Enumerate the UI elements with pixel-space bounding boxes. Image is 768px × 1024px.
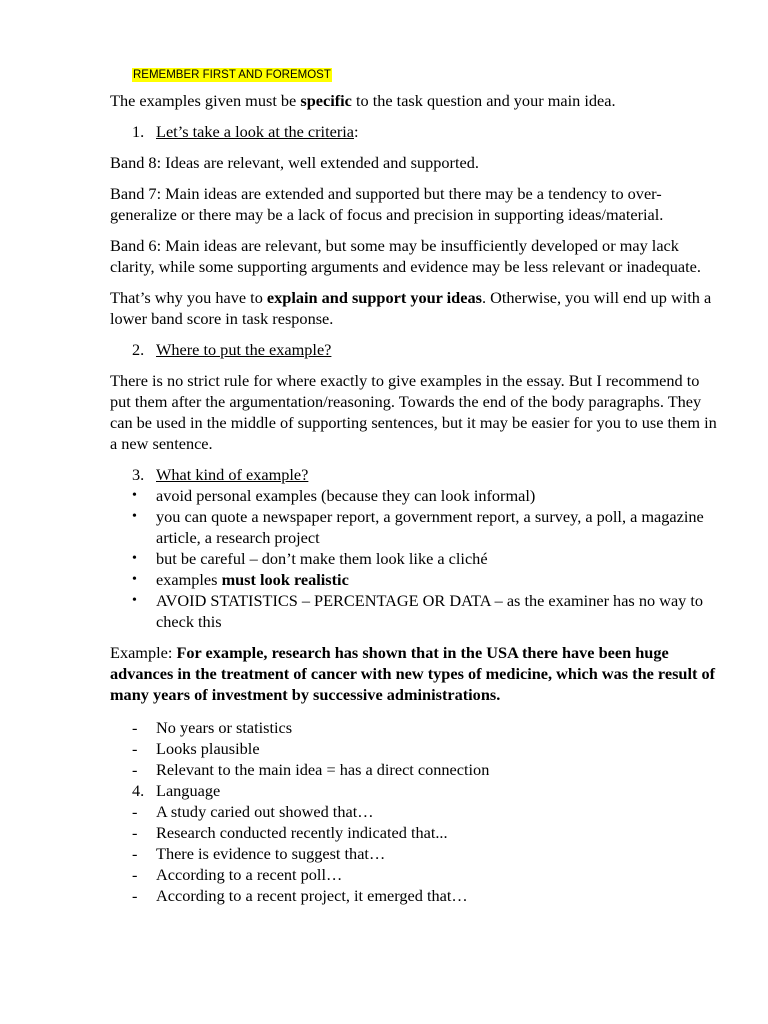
intro-text: The examples given must be [110, 91, 301, 110]
bullet-text: but be careful – don’t make them look like a cliché [156, 549, 488, 568]
bullet-text: examples [156, 570, 222, 589]
example-label: Example: [110, 643, 177, 662]
bullet-text: AVOID STATISTICS – PERCENTAGE OR DATA – as the examiner has no way to check this [156, 591, 704, 631]
bullet-item [110, 590, 718, 632]
dash-marker: - [132, 865, 138, 884]
section-colon: : [354, 122, 359, 141]
example-paragraph [110, 642, 718, 705]
band6-paragraph: Band 6: Main ideas are relevant, but some may be insufficiently developed or may lack clarity, while some supporting arguments and evidence may be less relevant or inadequate. [110, 236, 701, 276]
dash-marker: - [132, 844, 138, 863]
bullet-marker: • [132, 488, 137, 503]
dash-item [110, 738, 718, 759]
dash-text: According to a recent project, it emerged that… [156, 886, 468, 905]
section-title: Let’s take a look at the criteria [156, 122, 354, 141]
section-number: 2. [132, 340, 145, 359]
bullet-bold-text: must look realistic [221, 570, 349, 589]
explain-text: That’s why you have to [110, 288, 267, 307]
dash-item [110, 843, 718, 864]
intro-bold: specific [300, 91, 352, 110]
dash-item [110, 759, 718, 780]
dash-marker: - [132, 886, 138, 905]
section-number: 4. [132, 781, 145, 800]
document-body [110, 67, 718, 906]
dash-text: No years or statistics [156, 718, 293, 737]
dash-item [110, 801, 718, 822]
section-title: Language [156, 781, 221, 800]
dash-text: Relevant to the main idea = has a direct connection [156, 760, 490, 779]
explain-paragraph [110, 287, 718, 329]
dash-marker: - [132, 802, 138, 821]
section-title: Where to put the example? [156, 340, 332, 359]
section-heading-where [110, 339, 718, 360]
highlighted-reminder: REMEMBER FIRST AND FOREMOST [133, 69, 331, 81]
dash-text: Research conducted recently indicated that... [156, 823, 448, 842]
dash-text: A study caried out showed that… [156, 802, 374, 821]
where-paragraph: There is no strict rule for where exactly to give examples in the essay. But I recommend to put them after the argumentation/reasoning. Towards the end of the body paragraphs. They can be used in the middle of supporting sentences, but it may be easier for you to use them in a new sentence. [110, 371, 717, 453]
band8-paragraph: Band 8: Ideas are relevant, well extended and supported. [110, 153, 479, 172]
bullet-item [110, 569, 718, 590]
highlight-line [132, 67, 718, 83]
dash-item [110, 885, 718, 906]
band7-paragraph: Band 7: Main ideas are extended and supported but there may be a tendency to over-generalize or there may be a lack of focus and precision in supporting ideas/material. [110, 184, 664, 224]
dash-marker: - [132, 760, 138, 779]
bullet-item [110, 506, 718, 548]
bullet-marker: • [132, 572, 137, 587]
example-bold-text: For example, research has shown that in the USA there have been huge advances in the treatment of cancer with new types of medicine, which was the result of many years of investment by successive administrations. [110, 643, 716, 704]
bullet-marker: • [132, 509, 137, 524]
section-number: 3. [132, 465, 145, 484]
dash-marker: - [132, 739, 138, 758]
dash-marker: - [132, 823, 138, 842]
bullet-marker: • [132, 551, 137, 566]
bullet-marker: • [132, 593, 137, 608]
dash-item [110, 864, 718, 885]
dash-text: There is evidence to suggest that… [156, 844, 386, 863]
bullet-item [110, 548, 718, 569]
dash-marker: - [132, 718, 138, 737]
bullet-item [110, 485, 718, 506]
dash-text: Looks plausible [156, 739, 260, 758]
section-number: 1. [132, 122, 145, 141]
intro-text-end: to the task question and your main idea. [351, 91, 616, 110]
section-heading-language [110, 780, 718, 801]
intro-paragraph [110, 90, 718, 111]
bullet-text: avoid personal examples (because they can look informal) [156, 486, 536, 505]
dash-text: According to a recent poll… [156, 865, 343, 884]
dash-item [110, 822, 718, 843]
dash-item [110, 717, 718, 738]
explain-bold: explain and support your ideas [266, 288, 482, 307]
section-heading-criteria [110, 121, 718, 142]
section-title: What kind of example? [156, 465, 309, 484]
explain-text-end: . Otherwise, you will end up with a lower band score in task response. [110, 288, 712, 328]
bullet-text: you can quote a newspaper report, a government report, a survey, a poll, a magazine article, a research project [156, 507, 704, 547]
section-heading-kind [110, 464, 718, 485]
